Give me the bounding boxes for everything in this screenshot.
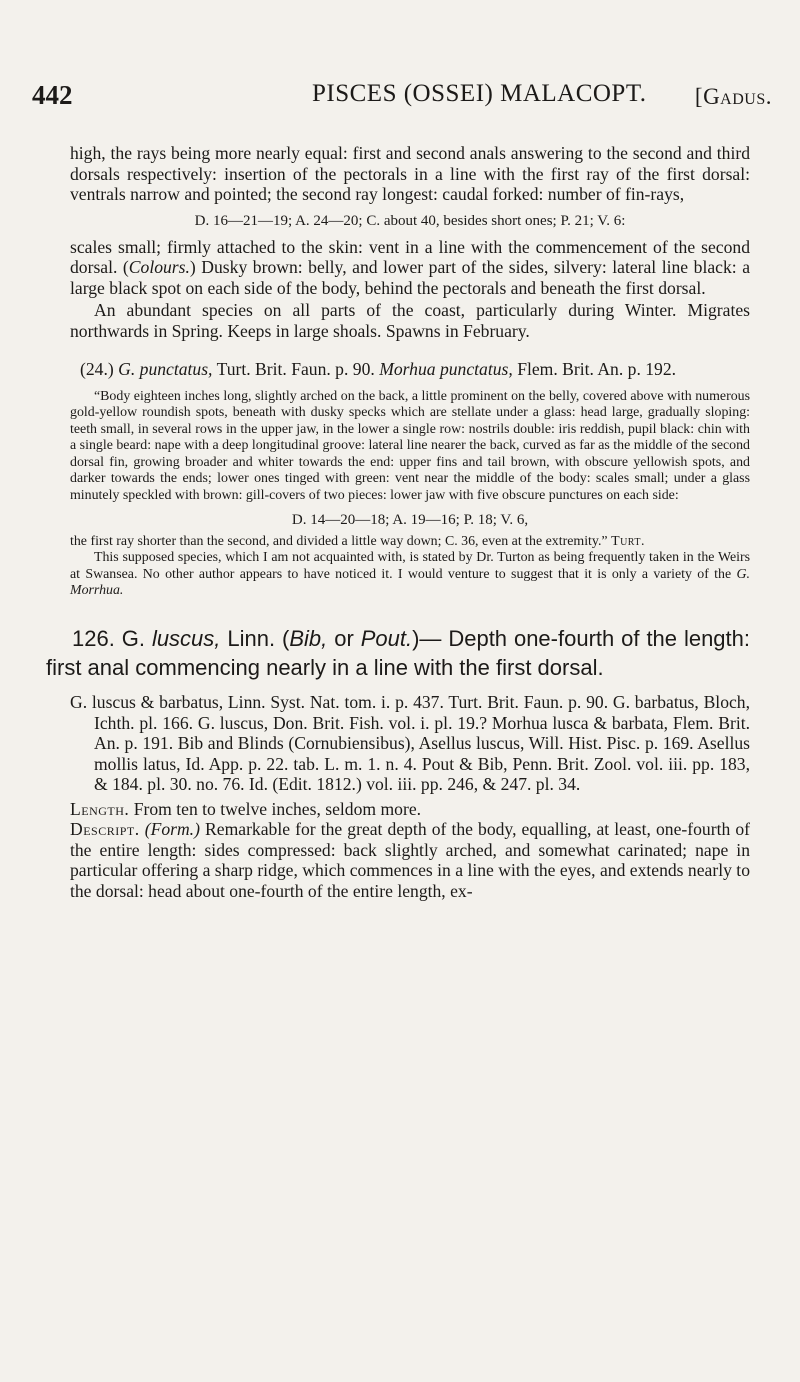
- fin-formula: D. 16—21—19; A. 24—20; C. about 40, besides short ones; P. 21; V. 6:: [194, 212, 626, 229]
- page-number: 442: [32, 80, 73, 110]
- descript-paragraph: Descript. (Form.) Remarkable for the great depth of the body, equalling, at least, one-fourth of the entire length: sides compressed: back slightly arched, and somewhat carinated; nape in particular offering a sharp ridge, which commences in a line with the eyes, and extends nearly to the dorsal: head about one-fourth of the entire length, ex-: [70, 819, 751, 901]
- quote-end: the first ray shorter than the second, and divided a little way down; C. 36, even at the extremity.” Turt.: [70, 533, 645, 549]
- turton-quote: “Body eighteen inches long, slightly arched on the back, a little prominent on the belly, covered above with numerous gold-yellow roundish spots, beneath with dusky specks which are stellate under a glass: head large, gradually sloping: teeth small, in several rows in the upper jaw, in the lower a single row: nostrils double: iris reddish, pupil black: chin with a single beard: nape with a deep longitudinal groove: lateral line nearer the back, curved as far as the middle of the second dorsal fin, growing broader and whiter towards the end: upper fins and tail brown, with obscure yellowish spots, and darker towards the ends; lower ones tinged with green: vent near the middle of the body: scales small; under a glass minutely speckled with brown: gill-covers of two pieces: lower jaw with five obscure punctures on each side:: [70, 388, 750, 504]
- punctatus-entry: (24.) G. punctatus, Turt. Brit. Faun. p. 90. Morhua punctatus, Flem. Brit. An. p. 192.: [80, 359, 677, 379]
- running-header: [32, 80, 772, 120]
- quote-author: Turt.: [611, 533, 645, 549]
- colours-label: Colours.: [128, 257, 190, 277]
- author-note: This supposed species, which I am not acquainted with, is stated by Dr. Turton as being frequently taken in the Weirs at Swansea. No other author appears to have noticed it. I would venture to suggest that it is only a variety of the G. Morrhua.: [70, 550, 750, 599]
- page-body: [46, 143, 751, 901]
- length-label: Length.: [70, 798, 130, 819]
- running-title: PISCES (OSSEI) MALACOPT.: [312, 80, 647, 107]
- length-paragraph: Length. From ten to twelve inches, seldom more.: [70, 798, 422, 819]
- fin-formula-punctatus: D. 14—20—18; A. 19—16; P. 18; V. 6,: [291, 511, 529, 528]
- continuation-paragraph: high, the rays being more nearly equal: first and second anals answering to the second and third dorsals respectively: insertion of the pectorals in a line with the first ray of the first dorsal: ventrals narrow and pointed; the second ray longest: caudal forked: number of fin-rays,: [70, 143, 750, 204]
- habitat-paragraph: An abundant species on all parts of the coast, particularly during Winter. Migrates northwards in Spring. Keeps in large shoals. Spawns in February.: [70, 300, 750, 341]
- section-marker: [Gadus.: [694, 84, 772, 109]
- species-126-heading: 126. G. luscus, Linn. (Bib, or Pout.)— Depth one-fourth of the length: first anal commencing nearly in a line with the first dorsal.: [46, 626, 751, 681]
- descript-label: Descript.: [70, 819, 140, 840]
- scales-colours-paragraph: scales small; firmly attached to the skin: vent in a line with the commencement of the second dorsal. (Colours.) Dusky brown: belly, and lower part of the sides, silvery: lateral line black: a large black spot on each side of the body, behind the pectorals and beneath the first dorsal.: [70, 236, 750, 298]
- synonymy: G. luscus & barbatus, Linn. Syst. Nat. tom. i. p. 437. Turt. Brit. Faun. p. 90. G. barbatus, Bloch, Ichth. pl. 166. G. luscus, Don. Brit. Fish. vol. i. pl. 19.? Morhua lusca & barbata, Flem. Brit. An. p. 191. Bib and Blinds (Cornubiensibus), Asellus luscus, Will. Hist. Pisc. p. 169. Asellus mollis latus, Id. App. p. 22. tab. L. m. 1. n. 4. Pout & Bib, Penn. Brit. Zool. vol. iii. pp. 183, & 184. pl. 30. no. 76. Id. (Edit. 1812.) vol. iii. pp. 246, & 247. pl. 34.: [70, 692, 750, 795]
